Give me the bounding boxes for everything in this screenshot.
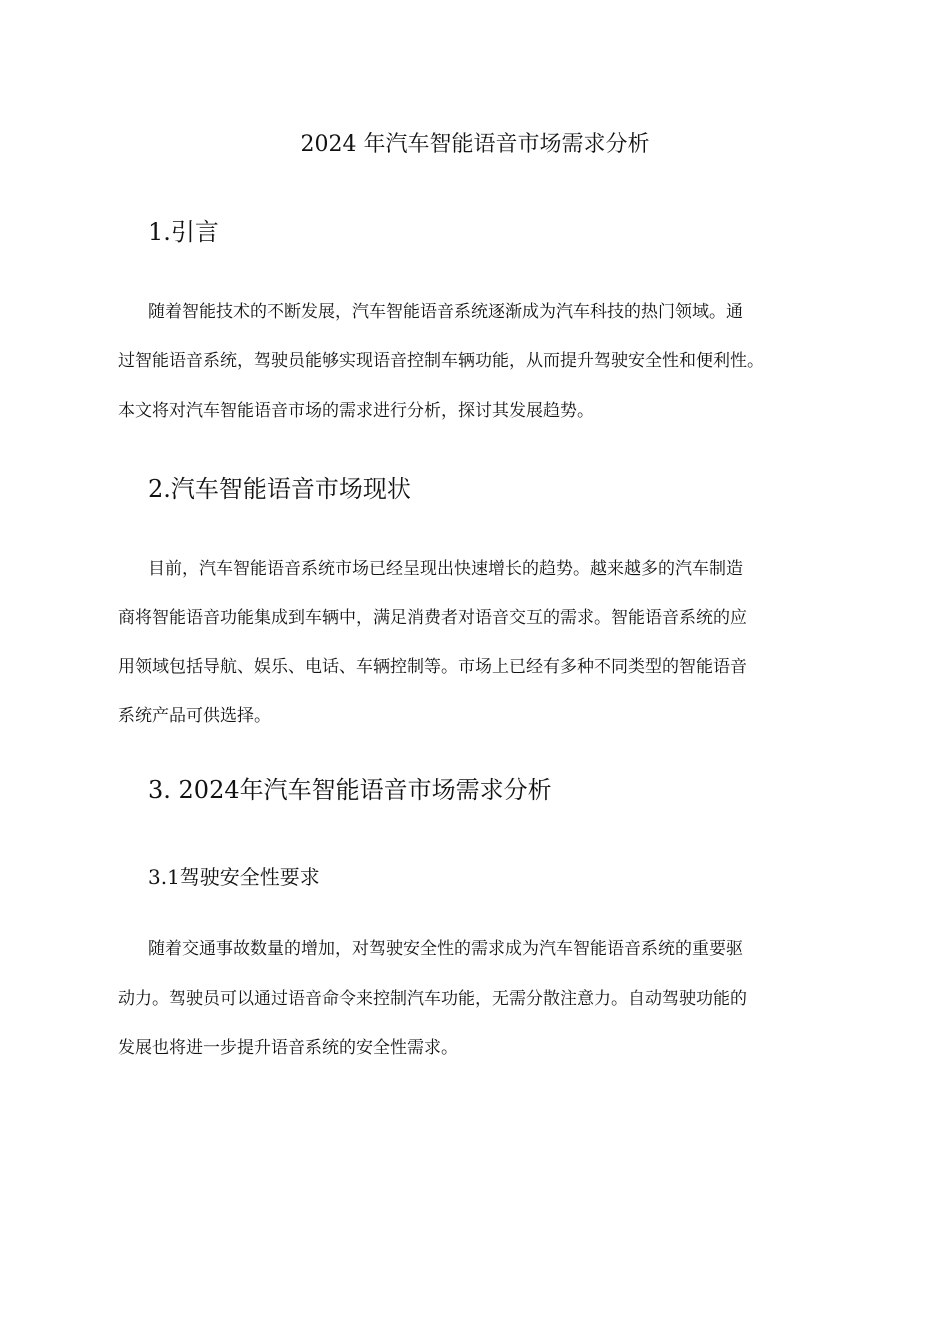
paragraph-line: 目前，汽车智能语音系统市场已经呈现出快速增长的趋势。越来越多的汽车制造 — [148, 559, 743, 579]
paragraph-line: 动力。驾驶员可以通过语音命令来控制汽车功能，无需分散注意力。自动驾驶功能的 — [118, 989, 747, 1009]
document-title: 2024 年汽车智能语音市场需求分析 — [300, 132, 650, 157]
paragraph-line: 随着智能技术的不断发展，汽车智能语音系统逐渐成为汽车科技的热门领域。通 — [148, 302, 743, 322]
paragraph-line: 用领域包括导航、娱乐、电话、车辆控制等。市场上已经有多种不同类型的智能语音 — [118, 657, 747, 677]
paragraph-line: 发展也将进一步提升语音系统的安全性需求。 — [118, 1038, 458, 1058]
paragraph-line: 系统产品可供选择。 — [118, 706, 271, 726]
subsection-3-1-heading: 3.1驾驶安全性要求 — [148, 865, 320, 889]
paragraph-line: 商将智能语音功能集成到车辆中，满足消费者对语音交互的需求。智能语音系统的应 — [118, 608, 747, 628]
section-2-heading: 2.汽车智能语音市场现状 — [148, 475, 411, 503]
paragraph-line: 随着交通事故数量的增加，对驾驶安全性的需求成为汽车智能语音系统的重要驱 — [148, 939, 743, 959]
paragraph-line: 本文将对汽车智能语音市场的需求进行分析，探讨其发展趋势。 — [118, 401, 594, 421]
section-1-heading: 1.引言 — [148, 218, 219, 246]
paragraph-line: 过智能语音系统，驾驶员能够实现语音控制车辆功能，从而提升驾驶安全性和便利性。 — [118, 351, 764, 371]
section-3-heading: 3. 2024年汽车智能语音市场需求分析 — [148, 776, 552, 804]
